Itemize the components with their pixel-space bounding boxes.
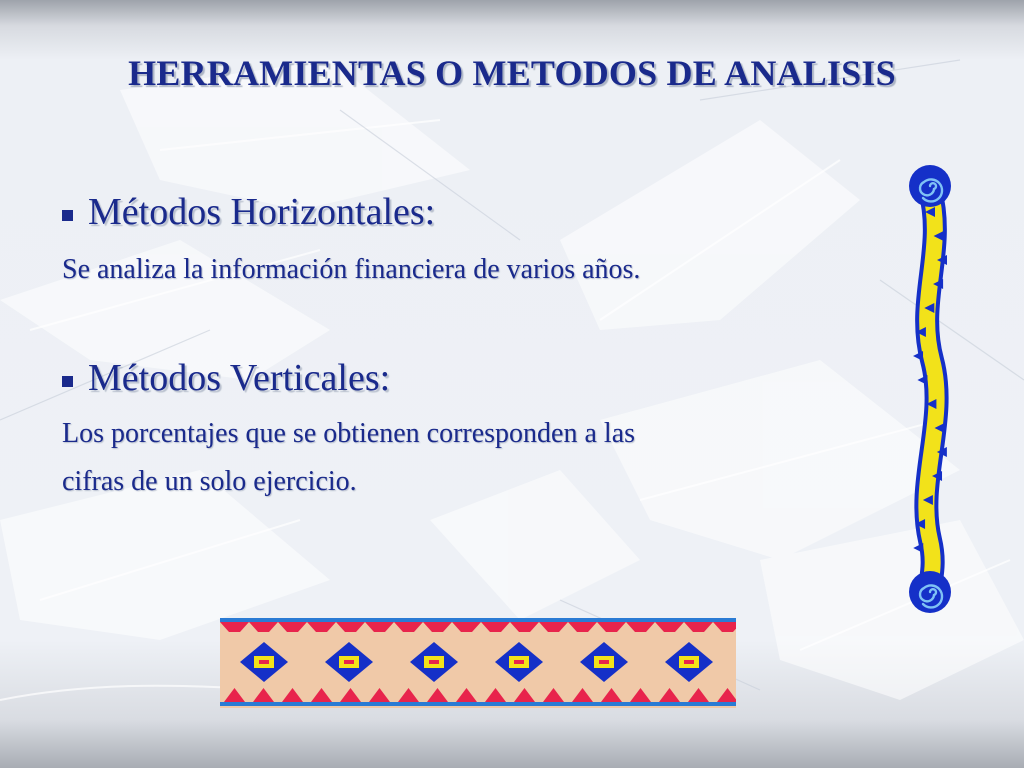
- bullet-horizontal-methods: [62, 190, 435, 234]
- square-bullet-icon: [62, 210, 73, 221]
- body-text-horizontal: Se analiza la información financiera de varios años.: [62, 254, 641, 285]
- bullet-vertical-methods: [62, 356, 390, 400]
- spiral-stick-icon: [880, 150, 990, 630]
- body-text-vertical-line1: Los porcentajes que se obtienen corresponden a las: [62, 418, 636, 449]
- bullet-heading-horizontal: Métodos Horizontales:: [88, 191, 436, 233]
- square-bullet-icon: [62, 376, 73, 387]
- woven-pattern-band: [220, 618, 736, 708]
- slide-title: HERRAMIENTAS O METODOS DE ANALISIS: [128, 53, 896, 93]
- bullet-heading-vertical: Métodos Verticales:: [88, 357, 391, 399]
- body-text-vertical-line2: cifras de un solo ejercicio.: [62, 466, 357, 497]
